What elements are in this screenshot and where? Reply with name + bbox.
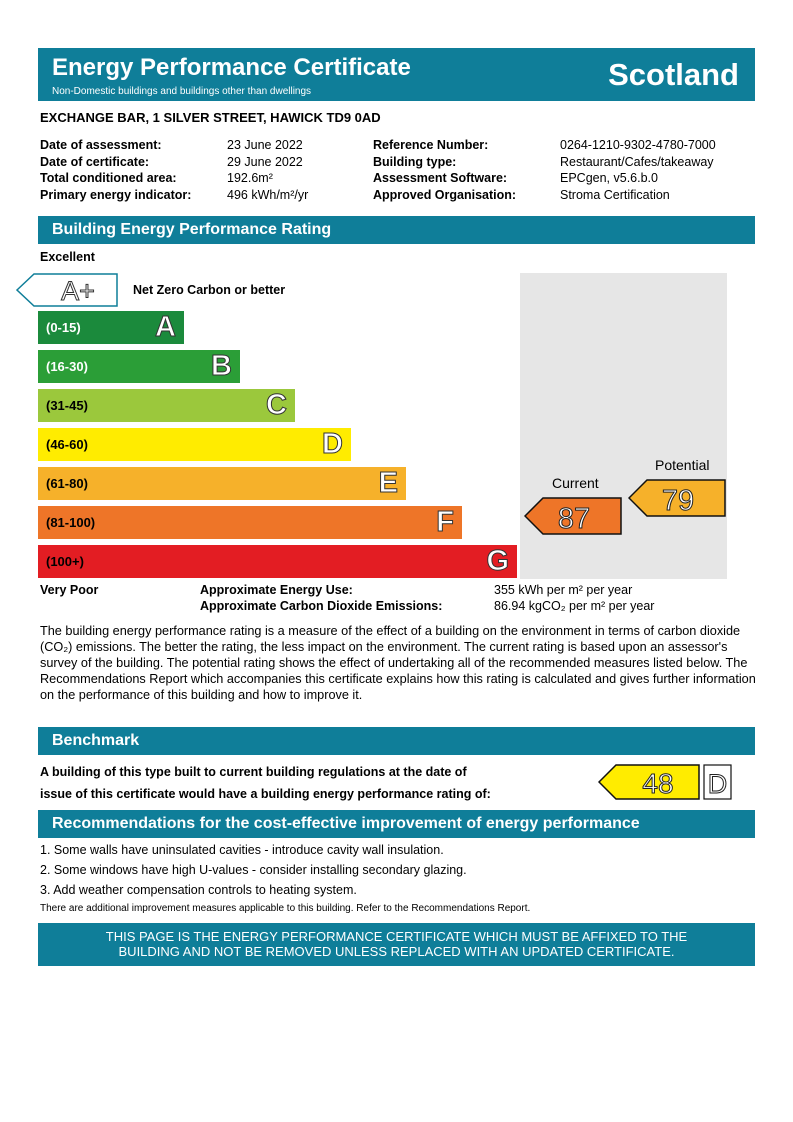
band-range: (46-60) bbox=[46, 437, 88, 452]
detail-value: 0264-1210-9302-4780-7000 bbox=[560, 138, 716, 152]
recommendations-section-title: Recommendations for the cost-effective improvement of energy performance bbox=[52, 815, 640, 832]
band-letter: D bbox=[322, 428, 343, 460]
current-rating-arrow bbox=[524, 497, 622, 535]
details-right-values bbox=[560, 137, 716, 203]
benchmark-section-header bbox=[38, 727, 755, 755]
current-rating-value: 87 bbox=[557, 503, 591, 535]
certificate-footer bbox=[38, 923, 755, 966]
band-range: (16-30) bbox=[46, 359, 88, 374]
detail-value: 29 June 2022 bbox=[227, 154, 303, 169]
potential-label: Potential bbox=[655, 457, 710, 473]
certificate-header bbox=[38, 48, 755, 101]
recommendations-section-header bbox=[38, 810, 755, 838]
band-letter: G bbox=[486, 545, 509, 577]
detail-label: Total conditioned area: bbox=[40, 171, 177, 185]
energy-use-value: 355 kWh per m² per year bbox=[494, 583, 633, 597]
detail-label: Date of assessment: bbox=[40, 138, 162, 152]
details-left-values bbox=[227, 137, 308, 203]
footer-line: THIS PAGE IS THE ENERGY PERFORMANCE CERTIFICATE WHICH MUST BE AFFIXED TO THE bbox=[105, 929, 688, 944]
band-range: (31-45) bbox=[46, 398, 88, 413]
detail-value: 496 kWh/m²/yr bbox=[227, 187, 309, 202]
property-address: EXCHANGE BAR, 1 SILVER STREET, HAWICK TD9 0AD bbox=[40, 110, 381, 125]
region-label: Scotland bbox=[608, 57, 739, 92]
aplus-label: Net Zero Carbon or better bbox=[133, 283, 286, 297]
certificate-subtitle: Non-Domestic buildings and buildings other than dwellings bbox=[52, 86, 312, 97]
detail-label: Reference Number: bbox=[373, 138, 489, 152]
band-range: (0-15) bbox=[46, 320, 81, 335]
benchmark-line: issue of this certificate would have a building energy performance rating of: bbox=[40, 787, 491, 801]
detail-label: Approved Organisation: bbox=[373, 187, 517, 202]
band-f bbox=[38, 506, 462, 539]
benchmark-line: A building of this type built to current building regulations at the date of bbox=[40, 765, 467, 779]
detail-label: Building type: bbox=[373, 154, 457, 169]
potential-rating-arrow bbox=[628, 479, 726, 517]
benchmark-rating-value: 48 bbox=[642, 768, 674, 799]
recommendation-item: 3. Add weather compensation controls to heating system. bbox=[40, 883, 357, 897]
band-a bbox=[38, 311, 184, 344]
band-d bbox=[38, 428, 351, 461]
details-right-labels bbox=[373, 137, 516, 203]
detail-value: Restaurant/Cafes/takeaway bbox=[560, 154, 714, 169]
co2-value: 86.94 kgCO₂ per m² per year bbox=[494, 599, 655, 613]
band-range: (81-100) bbox=[46, 515, 96, 530]
band-c bbox=[38, 389, 295, 422]
detail-value: 23 June 2022 bbox=[227, 138, 303, 152]
band-letter: E bbox=[378, 467, 398, 499]
rating-section-header bbox=[38, 216, 755, 244]
detail-value: EPCgen, v5.6.b.0 bbox=[560, 171, 658, 185]
detail-label: Date of certificate: bbox=[40, 154, 150, 169]
recommendation-item: 1. Some walls have uninsulated cavities - introduce cavity wall insulation. bbox=[40, 843, 444, 857]
band-e bbox=[38, 467, 406, 500]
co2-label: Approximate Carbon Dioxide Emissions: bbox=[200, 599, 443, 613]
benchmark-section-title: Benchmark bbox=[52, 732, 140, 749]
detail-label: Assessment Software: bbox=[373, 171, 508, 185]
current-label: Current bbox=[552, 475, 599, 491]
band-b bbox=[38, 350, 240, 383]
aplus-arrow bbox=[16, 273, 118, 307]
recommendation-item: 2. Some windows have high U-values - consider installing secondary glazing. bbox=[40, 863, 467, 877]
band-letter: A bbox=[155, 311, 176, 343]
detail-value: Stroma Certification bbox=[560, 187, 670, 202]
detail-value: 192.6m² bbox=[227, 171, 273, 185]
recommendations-note: There are additional improvement measures applicable to this building. Refer to the Recommendations Report. bbox=[40, 903, 531, 914]
very-poor-label: Very Poor bbox=[40, 583, 99, 597]
certificate-title: Energy Performance Certificate bbox=[52, 54, 411, 81]
details-left-labels bbox=[40, 137, 191, 203]
band-range: (61-80) bbox=[46, 476, 88, 491]
potential-rating-value: 79 bbox=[661, 485, 695, 517]
benchmark-rating-letter: D bbox=[707, 769, 728, 799]
band-letter: C bbox=[266, 389, 287, 421]
band-g bbox=[38, 545, 517, 578]
band-letter: F bbox=[436, 506, 454, 538]
rating-section-title: Building Energy Performance Rating bbox=[52, 221, 332, 238]
detail-label: Primary energy indicator: bbox=[40, 187, 192, 202]
band-range: (100+) bbox=[46, 554, 84, 569]
footer-line: BUILDING AND NOT BE REMOVED UNLESS REPLACED WITH AN UPDATED CERTIFICATE. bbox=[118, 944, 675, 959]
energy-use-label: Approximate Energy Use: bbox=[200, 583, 353, 597]
excellent-label: Excellent bbox=[40, 250, 95, 264]
band-letter: B bbox=[211, 350, 232, 382]
benchmark-rating-arrow bbox=[598, 764, 734, 800]
aplus-letter: A+ bbox=[61, 276, 95, 306]
rating-description: The building energy performance rating is a measure of the effect of a building on the environment in terms of carbon dioxide (CO₂) emissions. The better the rating, the less impact on the environment. The current rating is based upon an assessor's survey of the building. The potential rating shows the effect of undertaking all of the recommended measures listed below. The Recommendations Report which accompanies this certificate explains how this rating is calculated and gives further information on the performance of this building and how to improve it. bbox=[40, 624, 756, 702]
benchmark-text bbox=[40, 761, 491, 805]
